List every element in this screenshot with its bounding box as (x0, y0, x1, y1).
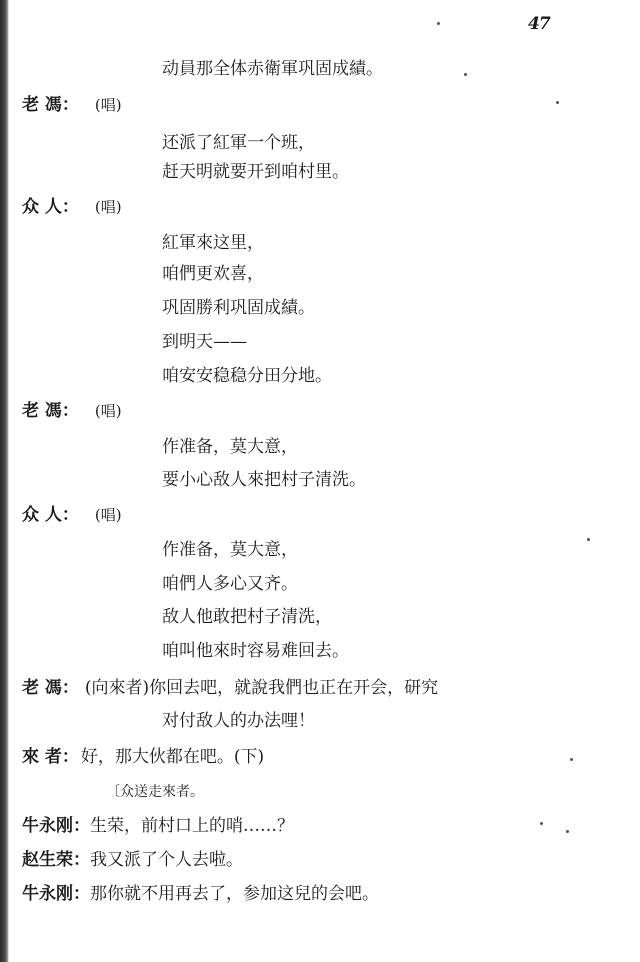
line-text: 作准备，莫大意， (162, 540, 298, 560)
speaker-line (22, 399, 122, 423)
verse-line (162, 131, 315, 155)
line-text: 到明天—— (162, 332, 247, 352)
verse-line (162, 262, 264, 286)
line-text: 还派了紅軍一个班， (162, 133, 315, 153)
verse-line (162, 364, 332, 388)
line-text: 好，那大伙都在吧。(下) (80, 747, 265, 767)
verse-line (162, 639, 349, 663)
verse-line (162, 605, 332, 629)
speaker-name: 老 馮： (22, 95, 79, 115)
stage-cue: (唱) (94, 506, 122, 524)
speaker-name: 赵生荣： (22, 850, 90, 870)
line-text: 要小心敌人來把村子清洗。 (162, 470, 366, 490)
line-text: 咱叫他來时容易难回去。 (162, 641, 349, 661)
speaker-line (22, 195, 122, 219)
speaker-name: 众 人： (22, 197, 79, 217)
line-text: 〔众送走來者。 (106, 784, 204, 800)
line-text: 咱安安稳稳分田分地。 (162, 366, 332, 386)
dialogue-line (22, 745, 264, 769)
speaker-name: 牛永刚： (22, 816, 90, 836)
line-text: 生荣，前村口上的哨……？ (90, 816, 294, 836)
verse-line (162, 330, 247, 354)
speaker-name: 牛永刚： (22, 884, 90, 904)
verse-line (162, 572, 298, 596)
verse-line (162, 57, 383, 81)
dialogue-line (22, 848, 243, 872)
line-text: 咱們更欢喜， (162, 264, 264, 284)
scan-speck (556, 101, 559, 104)
speaker-name: 众 人： (22, 505, 79, 525)
verse-line (162, 296, 315, 320)
speaker-line (22, 503, 122, 527)
scan-speck (587, 538, 590, 541)
verse-line (162, 160, 349, 184)
line-text: 对付敌人的办法哩！ (162, 711, 315, 731)
scan-speck (437, 22, 440, 25)
book-binding-edge (0, 0, 9, 962)
scan-speck (570, 758, 573, 761)
verse-line (162, 468, 366, 492)
speaker-name: 老 馮： (22, 401, 79, 421)
line-text: 咱們人多心又齐。 (162, 574, 298, 594)
line-text: 敌人他敢把村子清洗， (162, 607, 332, 627)
dialogue-line (22, 814, 294, 838)
verse-line (162, 435, 298, 459)
dialogue-line (22, 882, 379, 906)
verse-line (162, 231, 264, 255)
stage-direction (106, 780, 204, 804)
line-text: 我又派了个人去啦。 (90, 850, 243, 870)
dialogue-continuation (162, 709, 315, 733)
stage-cue: (唱) (94, 96, 122, 114)
line-text: (向來者)你回去吧，就說我們也正在开会，研究 (84, 678, 439, 698)
line-text: 巩固勝利巩固成績。 (162, 298, 315, 318)
verse-line (162, 538, 298, 562)
line-text: 紅軍來这里， (162, 233, 264, 253)
line-text: 赶天明就要开到咱村里。 (162, 162, 349, 182)
speaker-line (22, 93, 122, 117)
page-number: 47 (528, 14, 550, 34)
line-text: 动員那全体赤衛軍巩固成績。 (162, 59, 383, 79)
speaker-name: 來 者： (22, 747, 79, 767)
stage-cue: (唱) (94, 402, 122, 420)
scan-speck (464, 73, 467, 76)
speaker-name: 老 馮： (22, 678, 79, 698)
dialogue-line (22, 676, 438, 700)
scan-speck (566, 830, 569, 833)
line-text: 那你就不用再去了，参加这兒的会吧。 (90, 884, 379, 904)
line-text: 作准备，莫大意， (162, 437, 298, 457)
scan-speck (540, 822, 543, 825)
stage-cue: (唱) (94, 198, 122, 216)
